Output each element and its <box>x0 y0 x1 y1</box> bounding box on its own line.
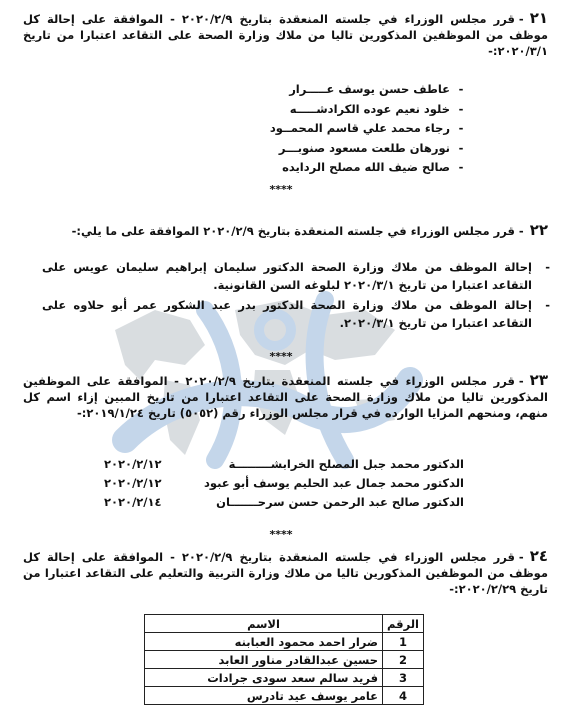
bullet-item: - إحالة الموظف من ملاك وزارة الصحة الدكتور سليمان إبراهيم سليمان عويس على التقاعد اعتبارا من تاريخ ٢٠٢٠/٣/١ لبلوغه السن القانونية. <box>42 260 550 292</box>
decision-23: ٢٣-قرر مجلس الوزراء في جلسته المنعقدة بتاريخ ٢٠٢٠/٢/٩ - الموافقة على الموظفين المذكورين تاليا من ملاك وزارة الصحة على التقاعد اعتبارا من تاريخ المبين إزاء اسم كل منهم، ومنحهم المزايا الوارده في قرار مجلس الوزراء رقم (٥٠٥٢) تاريخ ٢٠١٩/١/٢٤:- <box>23 371 548 420</box>
decision-number: ٢٤ <box>529 547 548 565</box>
list-item: - عاطف حسن يوسف عـــــرار <box>270 80 472 100</box>
list-item: - خلود نعيم عوده الكرادشـــــه <box>270 100 472 120</box>
separator: **** <box>269 350 293 363</box>
table-row: 2 حسين عبدالقادر مناور العابد <box>145 651 424 669</box>
table-row: 3 فريد سالم سعد سودى جرادات <box>145 669 424 687</box>
list-item: - صالح ضيف الله مصلح الردايده <box>270 158 472 178</box>
column-header-name: الاسم <box>145 615 383 633</box>
decision-number: ٢٣ <box>529 371 548 389</box>
table-header-row <box>145 615 424 633</box>
doctor-row: الدكتور صالح عبد الرحمن حسن سرحـــــــان ٢٠٢٠/٢/١٤ <box>104 495 464 509</box>
decision-24: ٢٤-قرر مجلس الوزراء في جلسته المنعقدة بتاريخ ٢٠٢٠/٢/٩ - الموافقة على إحالة كل موظف من الموظفين المذكورين تاليا من ملاك وزارة التربية والتعليم على التقاعد اعتبارا من تاريخ ٢٠٢٠/٢/٢٩:- <box>23 547 548 596</box>
decision-text: قرر مجلس الوزراء في جلسته المنعقدة بتاريخ ٢٠٢٠/٢/٩ الموافقة على ما يلي:- <box>71 224 515 238</box>
retiree-list <box>270 80 472 178</box>
list-item: - رجاء محمد علي قاسم المحمــود <box>270 119 472 139</box>
list-item: - نورهان طلعت مسعود صنوبـــر <box>270 139 472 159</box>
decision-text: قرر مجلس الوزراء في جلسته المنعقدة بتاريخ ٢٠٢٠/٢/٩ - الموافقة على إحالة كل موظف من الموظفين المذكورين تاليا من ملاك وزارة الصحة على التقاعد اعتبارا من تاريخ ٢٠٢٠/٣/١:- <box>23 12 548 58</box>
decision-text: قرر مجلس الوزراء في جلسته المنعقدة بتاريخ ٢٠٢٠/٢/٩ - الموافقة على الموظفين المذكورين تاليا من ملاك وزارة الصحة على التقاعد اعتبارا من تاريخ المبين إزاء اسم كل منهم، ومنحهم المزايا الوارده في قرار مجلس الوزراء رقم (٥٠٥٢) تاريخ ٢٠١٩/١/٢٤:- <box>23 374 548 420</box>
decision-text: قرر مجلس الوزراء في جلسته المنعقدة بتاريخ ٢٠٢٠/٢/٩ - الموافقة على إحالة كل موظف من الموظفين المذكورين تاليا من ملاك وزارة التربية والتعليم على التقاعد اعتبارا من تاريخ ٢٠٢٠/٢/٢٩:- <box>23 550 548 596</box>
decision-22: ٢٢-قرر مجلس الوزراء في جلسته المنعقدة بتاريخ ٢٠٢٠/٢/٩ الموافقة على ما يلي:- <box>71 221 548 239</box>
bullet-item: - إحالة الموظف من ملاك وزارة الصحة الدكتور بدر عبد الشكور عمر أبو حلاوه على التقاعد اعتبارا من تاريخ ٢٠٢٠/٣/١. <box>42 298 550 330</box>
doctor-row: الدكتور محمد جبل المصلح الخرابشـــــــــة ٢٠٢٠/٢/١٢ <box>104 457 464 471</box>
decision-number: ٢١ <box>529 9 548 27</box>
separator: **** <box>269 528 293 541</box>
doctor-row: الدكتور محمد جمال عبد الحليم يوسف أبو عبود ٢٠٢٠/٢/١٢ <box>104 476 464 490</box>
column-header-number: الرقم <box>383 615 424 633</box>
decision-number: ٢٢ <box>529 221 548 239</box>
separator: **** <box>269 183 293 196</box>
decision-21: ٢١-قرر مجلس الوزراء في جلسته المنعقدة بتاريخ ٢٠٢٠/٢/٩ - الموافقة على إحالة كل موظف من الموظفين المذكورين تاليا من ملاك وزارة الصحة على التقاعد اعتبارا من تاريخ ٢٠٢٠/٣/١:- <box>23 9 548 58</box>
retiree-table <box>144 614 424 705</box>
table-row: 4 عامر يوسف عيد تادرس <box>145 687 424 705</box>
table-row: 1 ضرار احمد محمود العبابنه <box>145 633 424 651</box>
